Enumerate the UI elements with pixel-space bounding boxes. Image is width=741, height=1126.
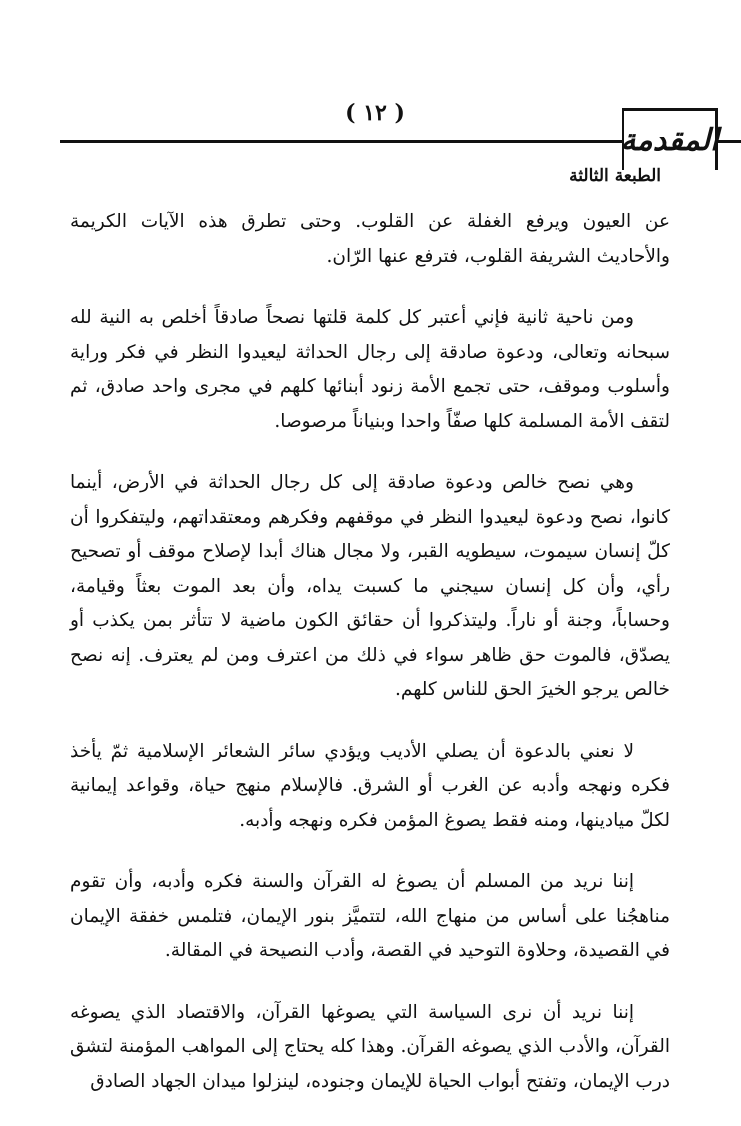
chapter-title: المقدمة xyxy=(620,122,719,158)
paragraph: ومن ناحية ثانية فإني أعتبر كل كلمة قلتها نصحاً صادقاً أخلص به النية لله سبحانه وتعالى، ودعوة صادقة إلى رجال الحداثة ليعيدوا النظر في فكر وراية وأسلوب وموقف، حتى تجمع الأمة زنود أبنائها كلهم في مجرى واحد صادق، ثم لتقف الأمة المسلمة كلها صفّاً واحدا وبنياناً مرصوصا. xyxy=(70,307,670,432)
header-rule xyxy=(60,140,676,143)
paragraph: إننا نريد من المسلم أن يصوغ له القرآن والسنة فكره وأدبه، وأن تقوم مناهجُنا على أساس من منهاج الله، لتتميَّز بنور الإيمان، فتلمس خفقة الإيمان في القصيدة، وحلاوة التوحيد في القصة، وأدب النصيحة في المقالة. xyxy=(70,871,670,961)
body-text xyxy=(70,205,670,1126)
paragraph: لا نعني بالدعوة أن يصلي الأديب ويؤدي سائر الشعائر الإسلامية ثمّ يأخذ فكره ونهجه وأدبه عن الغرب أو الشرق. فالإسلام منهج حياة، وقواعد إيمانية لكلّ ميادينها، ومنه فقط يصوغ المؤمن فكره ونهجه وأدبه. xyxy=(70,740,670,831)
chapter-title-box xyxy=(622,108,718,170)
page-number: ( ١٢ ) xyxy=(345,100,405,126)
paragraph: إننا نريد أن نرى السياسة التي يصوغها القرآن، والاقتصاد الذي يصوغه القرآن، والأدب الذي يصوغه القرآن. وهذا كله يحتاج إلى المواهب المؤمنة لتشق درب الإيمان، وتفتح أبواب الحياة للإيمان وجنوده، لينزلوا ميدان الجهاد الصادق xyxy=(70,1001,670,1092)
header-rule-right xyxy=(718,140,741,143)
paragraph: عن العيون ويرفع الغفلة عن القلوب. وحتى تطرق هذه الآيات الكريمة والأحاديث الشريفة القلوب، فترفع عنها الرّان. xyxy=(70,211,670,267)
paragraph: وهي نصح خالص ودعوة صادقة إلى كل رجال الحداثة في الأرض، أينما كانوا، نصح ودعوة ليعيدوا النظر في موقفهم وفكرهم ومعتقداتهم، وليتفكروا أن كلّ إنسان سيموت، سيطويه القبر، ولا مجال هناك أبدا لإصلاح موقف أو تصحيح رأي، وأن كل إنسان سيجني ما كسبت يداه، وأن بعد الموت بعثاً وقيامة، وحساباً، وجنة أو ناراً. وليتذكروا أن حقائق الكون ماضية لا تتأثر بمن يكذب أو يصدّق، فالموت حق ظاهر سواء في ذلك من اعترف ومن لم يعترف. إنه نصح خالص يرجو الخيرَ الحق للناس كلهم. xyxy=(70,472,670,700)
edition-label: الطبعة الثالثة xyxy=(569,166,661,186)
